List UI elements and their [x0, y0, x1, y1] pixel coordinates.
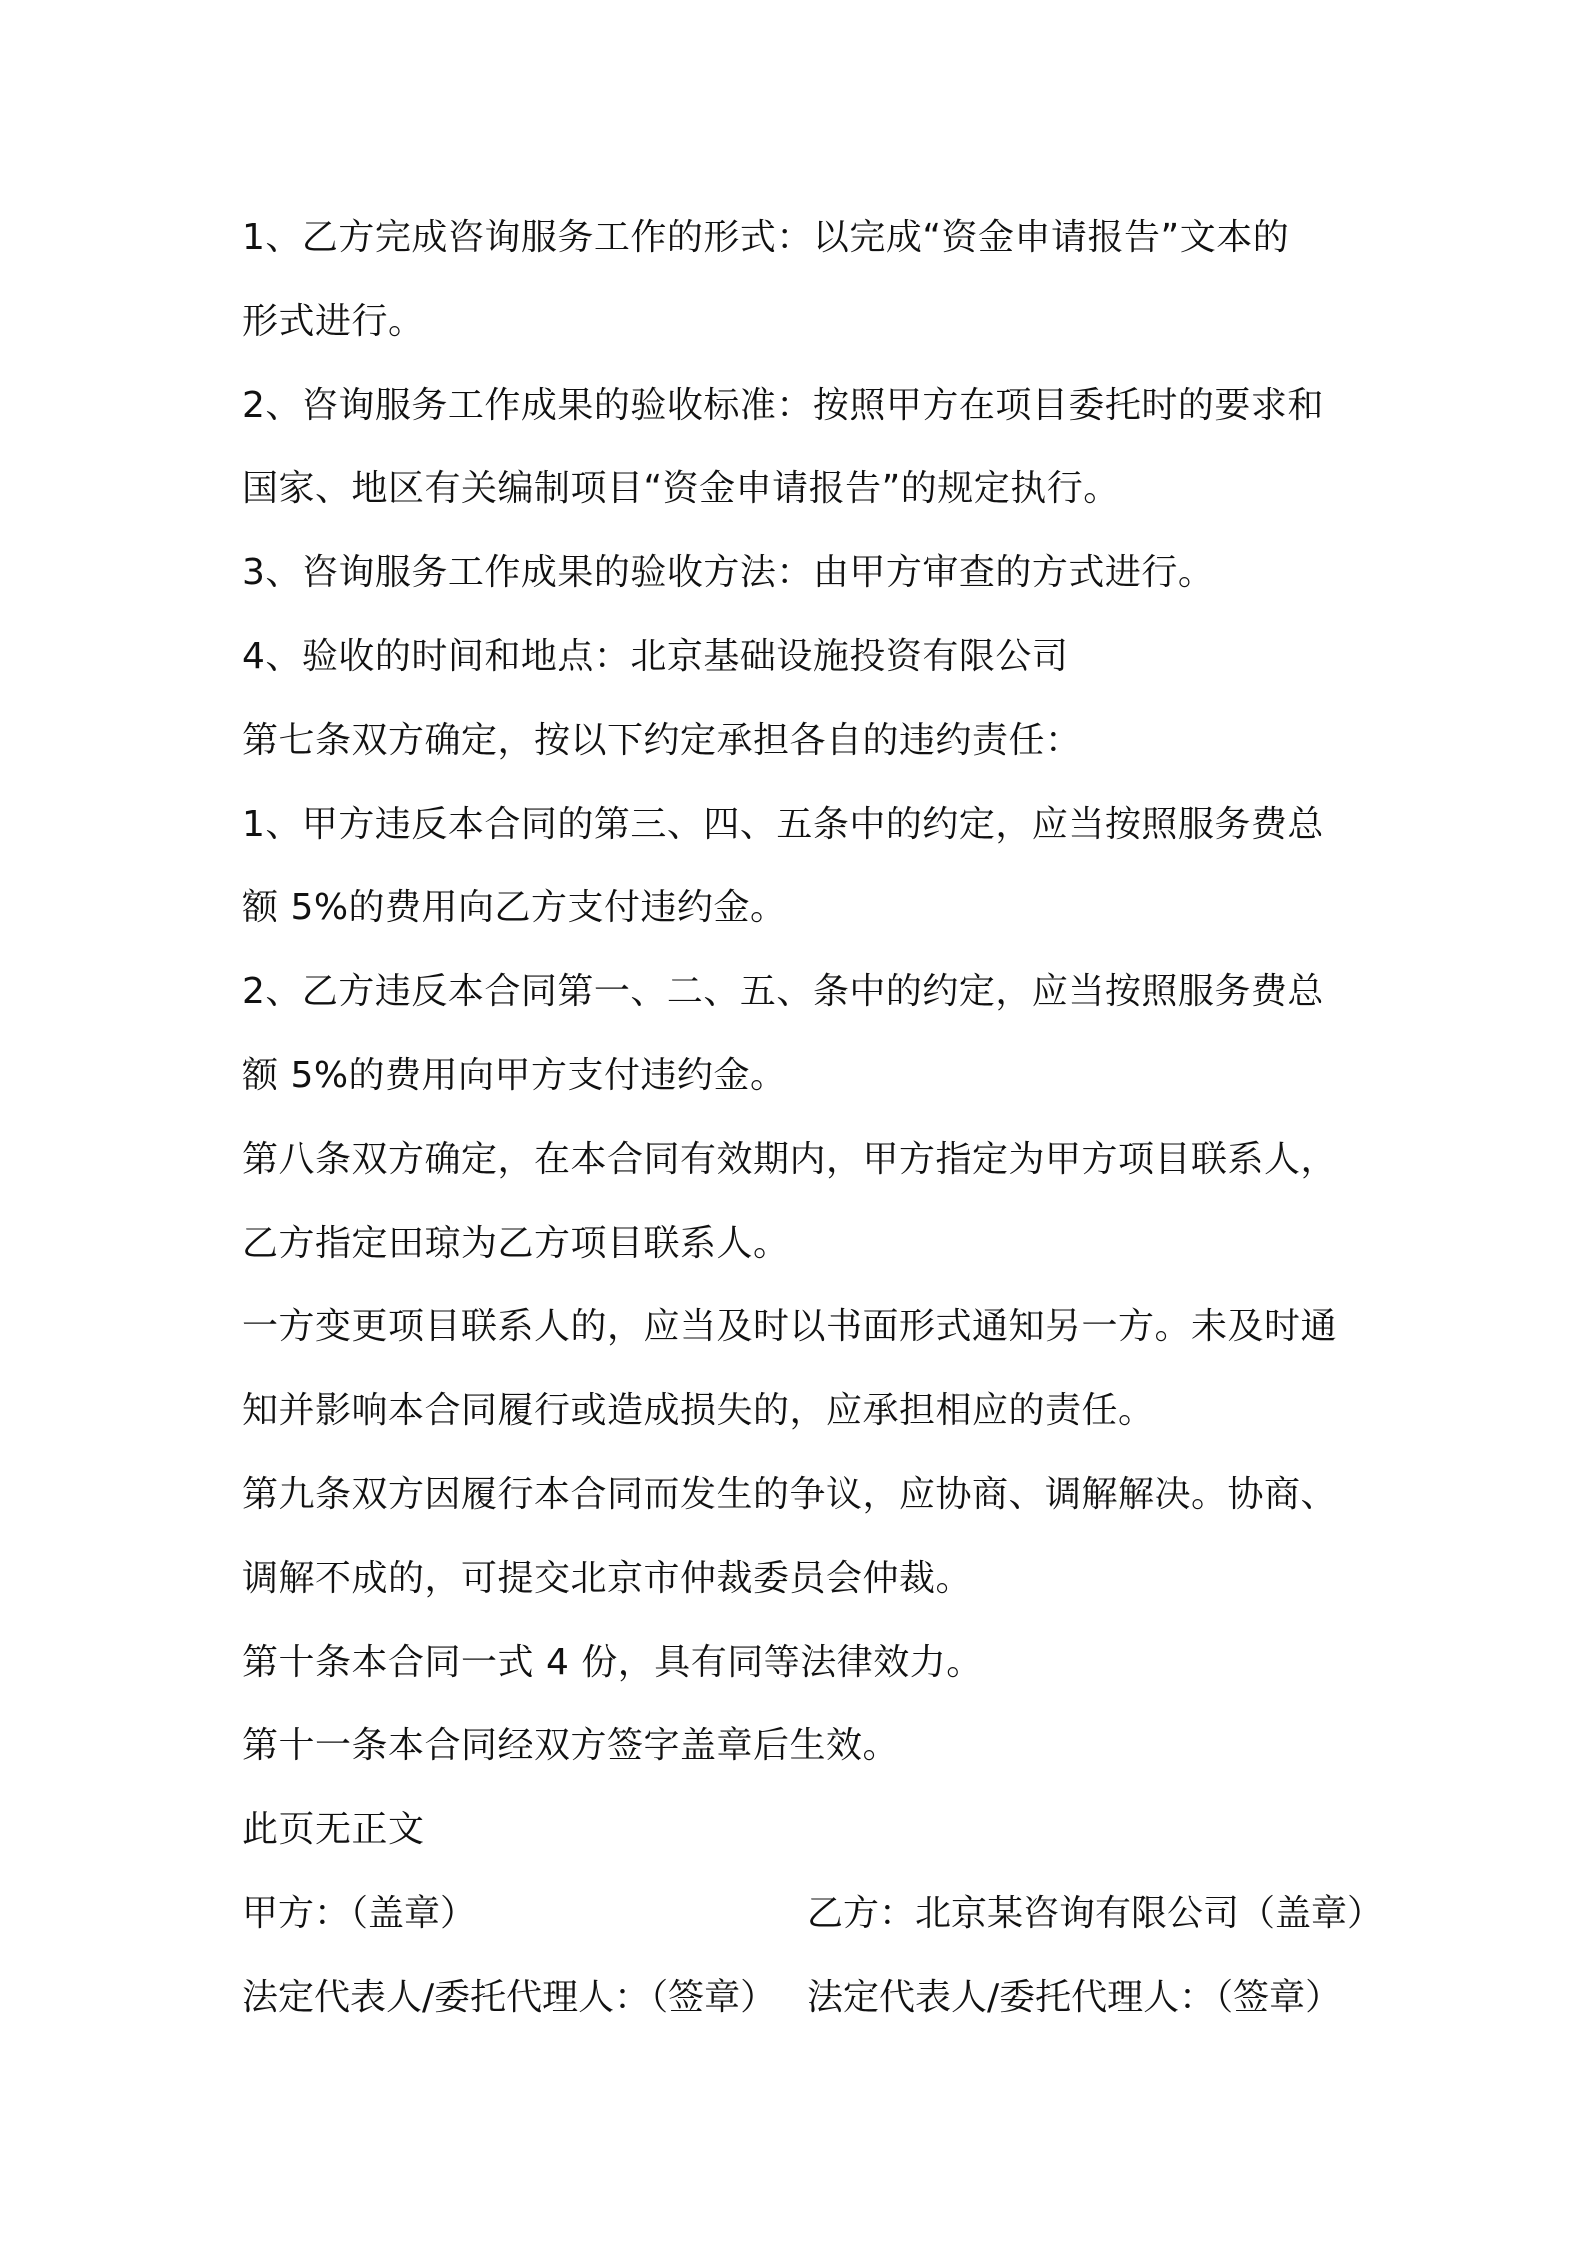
no-text-note: 此页无正文: [242, 1809, 425, 1851]
party-b-seal: 乙方：北京某咨询有限公司（盖章）: [807, 1892, 1384, 1934]
text-line: 2、咨询服务工作成果的验收标准：按照甲方在项目委托时的要求和: [242, 384, 1324, 426]
text-line: 乙方指定田琼为乙方项目联系人。: [242, 1222, 790, 1264]
party-a-representative: 法定代表人/委托代理人：（签章）: [242, 1976, 777, 2018]
text-line: 2、乙方违反本合同第一、二、五、条中的约定，应当按照服务费总: [242, 971, 1324, 1013]
article-heading: 第十一条本合同经双方签字盖章后生效。: [242, 1725, 900, 1767]
text-line: 调解不成的，可提交北京市仲裁委员会仲裁。: [242, 1557, 973, 1599]
text-line: 1、甲方违反本合同的第三、四、五条中的约定，应当按照服务费总: [242, 803, 1324, 845]
party-a-seal: 甲方：（盖章）: [242, 1892, 477, 1934]
document-body: [242, 196, 1384, 2040]
article-heading: 第七条双方确定，按以下约定承担各自的违约责任：: [242, 719, 1082, 761]
text-line: 额 5%的费用向甲方支付违约金。: [242, 1054, 787, 1096]
text-line: 形式进行。: [242, 300, 425, 342]
signature-party-row: [242, 1872, 1384, 1956]
text-line: 知并影响本合同履行或造成损失的，应承担相应的责任。: [242, 1390, 1155, 1432]
text-line: 额 5%的费用向乙方支付违约金。: [242, 887, 787, 929]
text-line: 国家、地区有关编制项目“资金申请报告”的规定执行。: [242, 468, 1120, 510]
text-line: 4、验收的时间和地点：北京基础设施投资有限公司: [242, 635, 1069, 677]
article-heading: 第十条本合同一式 4 份，具有同等法律效力。: [242, 1641, 983, 1683]
article-heading: 第八条双方确定，在本合同有效期内，甲方指定为甲方项目联系人，: [242, 1138, 1338, 1180]
text-line: 一方变更项目联系人的，应当及时以书面形式通知另一方。未及时通: [242, 1306, 1338, 1348]
signature-representative-row: [242, 1956, 1362, 2040]
party-b-representative: 法定代表人/委托代理人：（签章）: [807, 1976, 1342, 2018]
text-line: 3、咨询服务工作成果的验收方法：由甲方审查的方式进行。: [242, 552, 1215, 594]
text-line: 1、乙方完成咨询服务工作的形式：以完成“资金申请报告”文本的: [242, 217, 1290, 258]
article-heading: 第九条双方因履行本合同而发生的争议，应协商、调解解决。协商、: [242, 1473, 1338, 1515]
